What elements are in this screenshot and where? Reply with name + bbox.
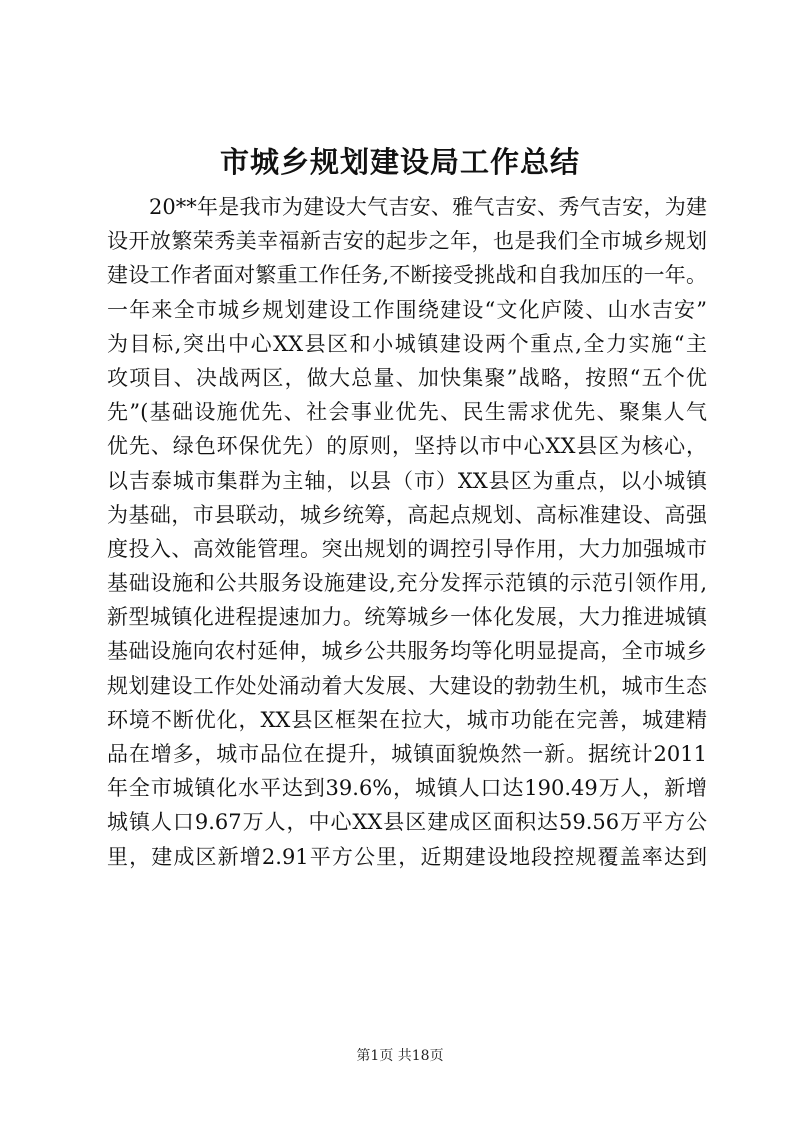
- paragraph-line: 建设工作者面对繁重工作任务,不断接受挑战和自我加压的一年。: [107, 263, 707, 288]
- paragraph-line: 一年来全市城乡规划建设工作围绕建设“文化庐陵、山水吉安”: [107, 297, 707, 322]
- paragraph-line: 城镇人口9.67万人，中心XX县区建成区面积达59.56万平方公: [107, 810, 707, 835]
- paragraph-line: 新型城镇化进程提速加力。统筹城乡一体化发展，大力推进城镇: [107, 605, 707, 630]
- paragraph-line: 优先、绿色环保优先）的原则，坚持以市中心XX县区为核心，: [107, 434, 707, 459]
- paragraph-line: 规划建设工作处处涌动着大发展、大建设的勃勃生机，城市生态: [107, 673, 707, 698]
- paragraph-line: 度投入、高效能管理。突出规划的调控引导作用，大力加强城市: [107, 536, 707, 561]
- paragraph-line: 为基础，市县联动，城乡统筹，高起点规划、高标准建设、高强: [107, 502, 707, 527]
- paragraph-line: 为目标,突出中心XX县区和小城镇建设两个重点,全力实施“主: [107, 331, 707, 356]
- paragraph-line: 里，建成区新增2.91平方公里，近期建设地段控规覆盖率达到: [107, 844, 707, 869]
- body-paragraph: [107, 190, 707, 874]
- paragraph-line: 基础设施向农村延伸，城乡公共服务均等化明显提高，全市城乡: [107, 639, 707, 664]
- paragraph-line: 攻项目、决战两区，做大总量、加快集聚”战略，按照“五个优: [107, 365, 707, 390]
- paragraph-line: 20**年是我市为建设大气吉安、雅气吉安、秀气吉安，为建: [149, 195, 707, 219]
- paragraph-line: 以吉泰城市集群为主轴，以县（市）XX县区为重点，以小城镇: [107, 468, 707, 493]
- paragraph-line: 年全市城镇化水平达到39.6%，城镇人口达190.49万人，新增: [107, 776, 707, 801]
- paragraph-line: 先”(基础设施优先、社会事业优先、民生需求优先、聚集人气: [107, 400, 707, 425]
- page-number-footer: 第1页 共18页: [356, 1048, 444, 1064]
- paragraph-line: 品在增多，城市品位在提升，城镇面貌焕然一新。据统计2011: [107, 742, 707, 766]
- paragraph-line: 设开放繁荣秀美幸福新吉安的起步之年，也是我们全市城乡规划: [107, 229, 707, 254]
- paragraph-line: 基础设施和公共服务设施建设,充分发挥示范镇的示范引领作用,: [107, 571, 707, 596]
- paragraph-line: 环境不断优化，XX县区框架在拉大，城市功能在完善，城建精: [107, 707, 707, 732]
- document-title: 市城乡规划建设局工作总结: [219, 145, 580, 179]
